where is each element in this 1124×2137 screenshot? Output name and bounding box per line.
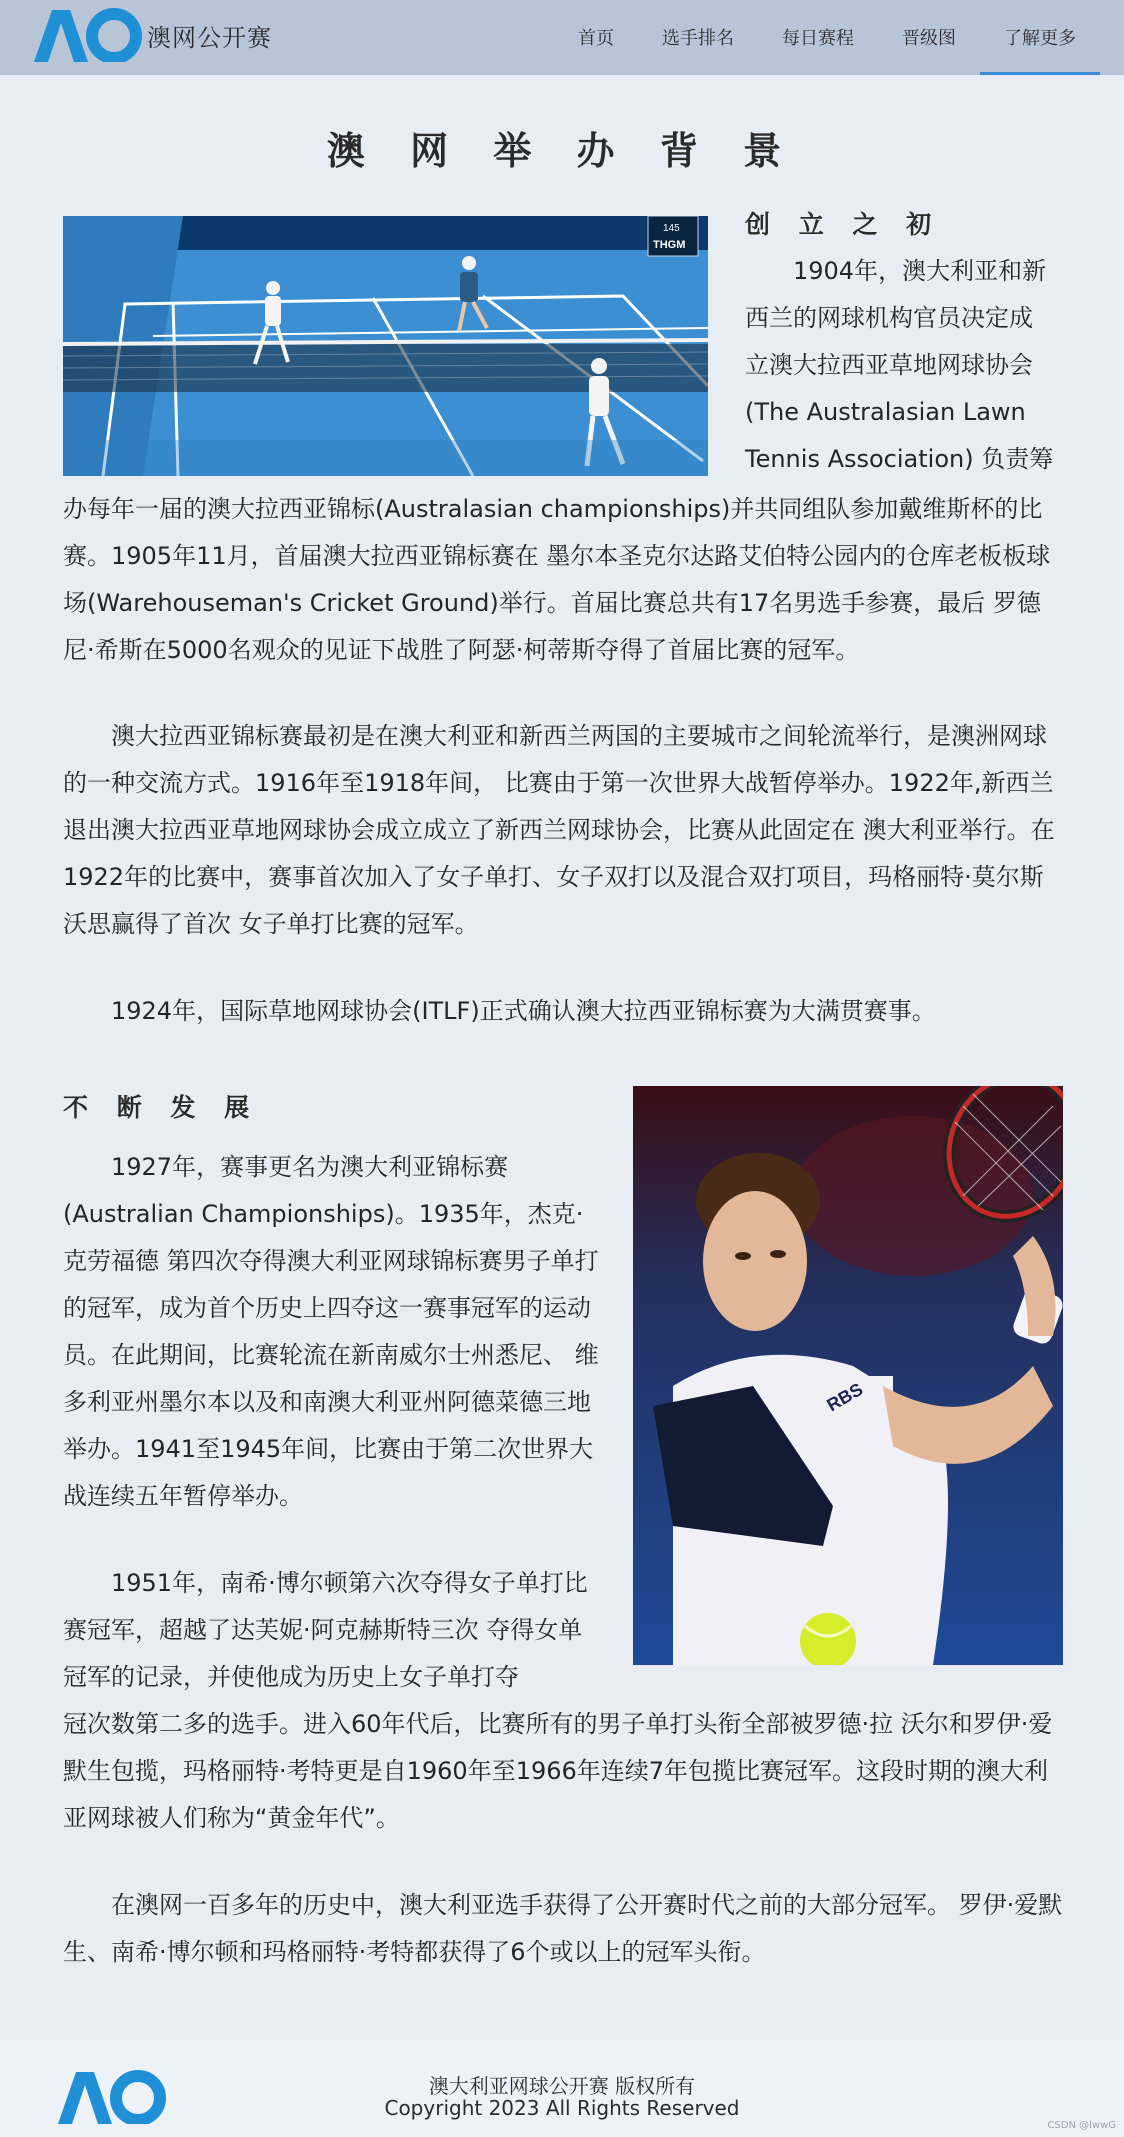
text-line: Tennis Association) 负责筹 bbox=[745, 445, 1054, 473]
ao-logo[interactable] bbox=[32, 6, 142, 62]
svg-text:RBS: RBS bbox=[823, 1379, 867, 1416]
section-title-development: 不 断 发 展 bbox=[63, 1093, 260, 1122]
renamed-paragraph bbox=[63, 1144, 603, 1520]
brand-name: 澳网公开赛 bbox=[147, 24, 272, 52]
text-line: (The Australasian Lawn bbox=[745, 398, 1026, 426]
footer-copyright-cn: 澳大利亚网球公开赛 版权所有 bbox=[428, 2074, 696, 2098]
tennis-doubles-photo bbox=[63, 216, 708, 476]
nav-item-draw[interactable]: 晋级图 bbox=[902, 28, 956, 49]
footer-copyright-en: Copyright 2023 All Rights Reserved bbox=[384, 2096, 740, 2120]
page-title: 澳 网 举 办 背 景 bbox=[326, 129, 798, 173]
main-nav bbox=[554, 0, 1100, 75]
founding-paragraph-wrapped bbox=[745, 248, 1075, 483]
svg-text:145: 145 bbox=[663, 223, 680, 234]
golden-era-paragraph-full: 冠次数第二多的选手。进入60年代后，比赛所有的男子单打头衔全部被罗德·拉 沃尔和罗伊·爱默生包揽，玛格丽特·考特更是自1960年至1966年连续7年包揽比赛冠军。这段时期的澳大利亚网球被人们称为“黄金年代”。 bbox=[63, 1710, 1053, 1832]
section-title-founding: 创 立 之 初 bbox=[745, 210, 942, 239]
grand-slam-paragraph bbox=[63, 988, 1063, 1035]
tennis-player-photo bbox=[633, 1086, 1063, 1665]
top-navbar bbox=[0, 0, 1124, 75]
founding-paragraph-full: 办每年一届的澳大拉西亚锦标(Australasian championships)并共同组队参加戴维斯杯的比赛。1905年11月，首届澳大拉西亚锦标赛在 墨尔本圣克尔达路艾伯特公园内的仓库老板板球场(Warehouseman's Cricket Ground)举行。首届比赛总共有17名男选手参赛，最后 罗德尼·希斯在5000名观众的见证下战胜了阿瑟·柯蒂斯夺得了首届比赛的冠军。 bbox=[63, 495, 1051, 664]
nav-item-home[interactable]: 首页 bbox=[578, 28, 614, 49]
rotation-paragraph bbox=[63, 713, 1063, 948]
watermark: CSDN @lwwG bbox=[1047, 2120, 1116, 2131]
nav-item-learn-more[interactable]: 了解更多 bbox=[980, 0, 1100, 75]
text-span: 1951年，南希·博尔顿第六次夺得女子单打比赛冠军，超越了达芙妮·阿克赫斯特三次 夺得女单冠军的记录，并使他成为历史上女子单打夺 bbox=[63, 1569, 588, 1691]
history-summary-paragraph bbox=[63, 1882, 1063, 1976]
golden-era-paragraph-wrapped bbox=[63, 1560, 603, 1701]
svg-text:THGM: THGM bbox=[653, 239, 686, 251]
nav-item-rankings[interactable]: 选手排名 bbox=[662, 28, 734, 49]
text-span: 1927年，赛事更名为澳大利亚锦标赛(Australian Championships)。1935年，杰克·克劳福德 第四次夺得澳大利亚网球锦标赛男子单打的冠军，成为首个历史上四夺这一赛事冠军的运动员。在此期间，比赛轮流在新南威尔士州悉尼、 维多利亚州墨尔本以及和南澳大利亚州阿德菜德三地举办。1941至1945年间，比赛由于第二次世界大战连续五年暂停举办。 bbox=[63, 1153, 599, 1510]
text-span: 在澳网一百多年的历史中，澳大利亚选手获得了公开赛时代之前的大部分冠军。 罗伊·爱默生、南希·博尔顿和玛格丽特·考特都获得了6个或以上的冠军头衔。 bbox=[63, 1891, 1063, 1966]
text-line bbox=[745, 248, 1075, 295]
text-span: 澳大拉西亚锦标赛最初是在澳大利亚和新西兰两国的主要城市之间轮流举行，是澳洲网球的一种交流方式。1916年至1918年间， 比赛由于第一次世界大战暂停举办。1922年,新西兰退出澳大拉西亚草地网球协会成立成立了新西兰网球协会，比赛从此固定在 澳大利亚举行。在1922年的比赛中，赛事首次加入了女子单打、女子双打以及混合双打项目，玛格丽特·莫尔斯沃思赢得了首次 女子单打比赛的冠军。 bbox=[63, 722, 1055, 938]
nav-item-schedule[interactable]: 每日赛程 bbox=[782, 28, 854, 49]
text-span: 1924年，国际草地网球协会(ITLF)正式确认澳大拉西亚锦标赛为大满贯赛事。 bbox=[111, 997, 936, 1025]
text-span: 1904年，澳大利亚和新 bbox=[793, 257, 1047, 285]
page-footer bbox=[0, 2040, 1124, 2137]
text-line: 西兰的网球机构官员决定成 bbox=[745, 304, 1033, 332]
text-line: 立澳大拉西亚草地网球协会 bbox=[745, 351, 1033, 379]
